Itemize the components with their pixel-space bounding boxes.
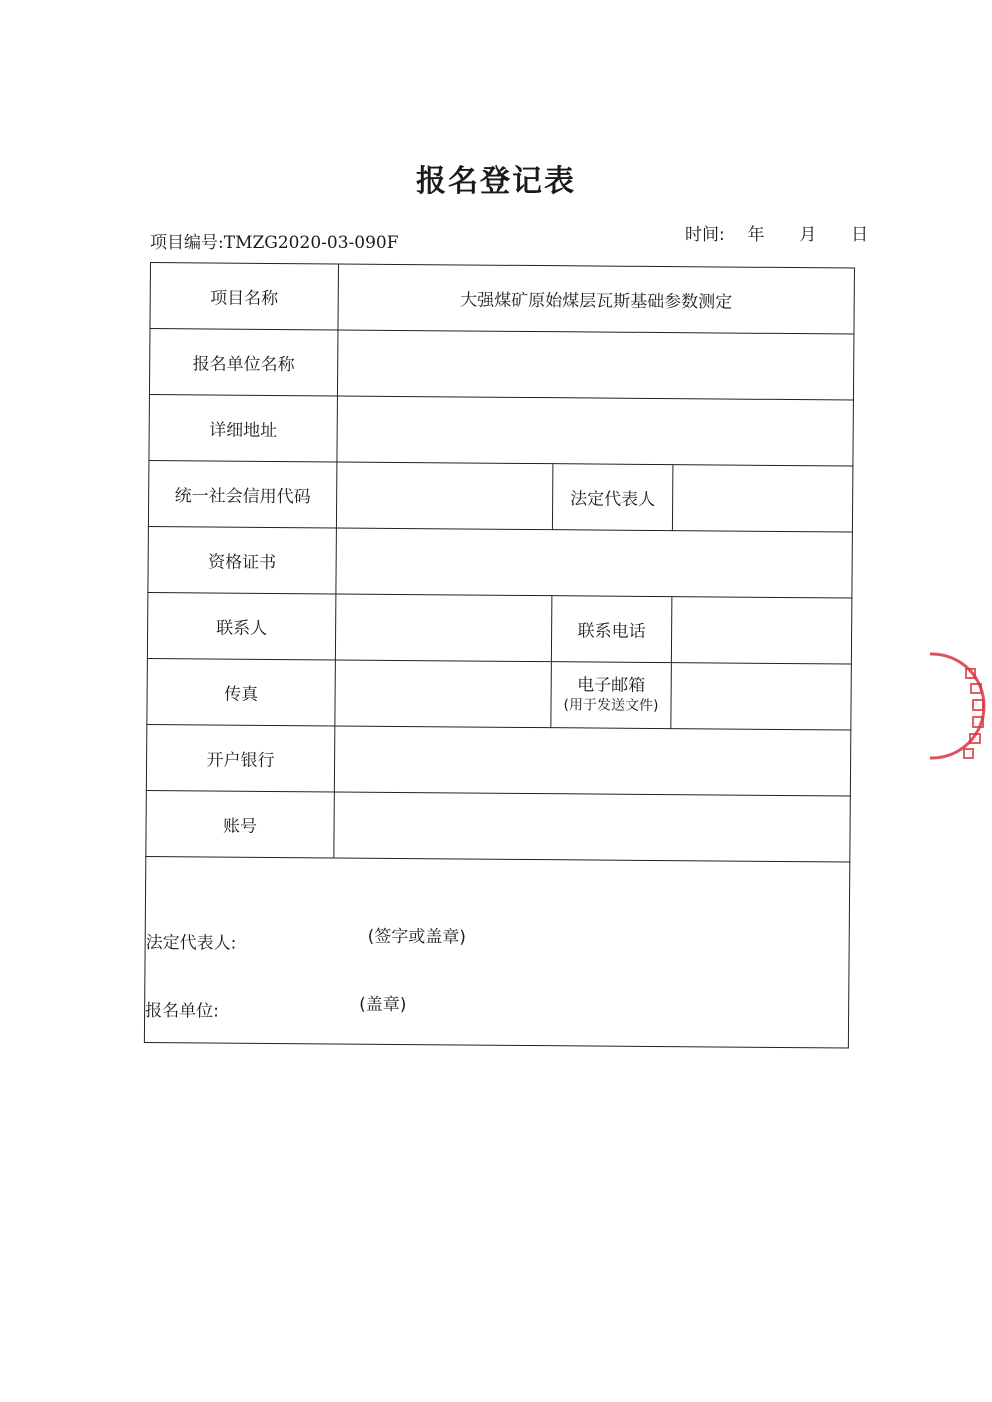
form-title: 报名登记表	[416, 164, 576, 199]
account-field[interactable]	[334, 792, 851, 862]
row-bank	[146, 724, 850, 796]
contact-field[interactable]	[335, 594, 552, 662]
fax-field[interactable]	[335, 660, 552, 728]
company-name-field[interactable]	[337, 330, 854, 400]
year-label: 年	[747, 225, 765, 245]
contact-label: 联系人	[147, 592, 336, 659]
company-name-label: 报名单位名称	[149, 329, 338, 396]
row-account	[146, 790, 850, 862]
phone-field[interactable]	[671, 597, 852, 664]
row-credit-code	[148, 460, 852, 532]
registration-form	[144, 262, 854, 1048]
qualification-label: 资格证书	[148, 526, 337, 593]
address-field[interactable]	[337, 396, 854, 466]
month-label: 月	[799, 225, 817, 245]
row-company-name	[149, 329, 853, 401]
unit-sign-note: (盖章)	[359, 994, 407, 1015]
phone-label: 联系电话	[551, 596, 672, 663]
legal-rep-sign-note: (签字或盖章)	[367, 926, 467, 948]
date-line	[685, 220, 868, 245]
legal-rep-sign-label: 法定代表人:	[145, 932, 237, 954]
row-address	[149, 394, 853, 466]
day-label: 日	[851, 225, 869, 245]
address-label: 详细地址	[149, 394, 338, 461]
legal-rep-field[interactable]	[672, 465, 853, 532]
bank-label: 开户银行	[146, 724, 335, 791]
credit-code-field[interactable]	[336, 462, 553, 530]
red-seal-stamp	[930, 624, 992, 794]
email-label: 电子邮箱	[577, 675, 646, 697]
project-name-value: 大强煤矿原始煤层瓦斯基础参数测定	[338, 264, 855, 334]
credit-code-label: 统一社会信用代码	[148, 460, 337, 527]
email-label-cell	[551, 662, 672, 729]
row-qualification	[148, 526, 852, 598]
project-name-label: 项目名称	[150, 263, 339, 330]
row-project-name	[150, 263, 854, 335]
row-fax	[147, 658, 851, 730]
unit-sign-label: 报名单位:	[145, 1000, 219, 1022]
qualification-field[interactable]	[336, 528, 853, 598]
fax-label: 传真	[147, 658, 336, 725]
legal-rep-label: 法定代表人	[552, 464, 673, 531]
email-label-sub: (用于发送文件)	[563, 697, 659, 715]
row-contact	[147, 592, 851, 664]
email-field[interactable]	[671, 663, 852, 730]
time-label: 时间:	[685, 225, 725, 245]
signature-area	[144, 856, 849, 1048]
registration-table	[144, 262, 855, 1049]
project-number: 项目编号:TMZG2020-03-090F	[150, 233, 399, 253]
account-label: 账号	[146, 790, 335, 857]
bank-field[interactable]	[334, 726, 851, 796]
row-signature	[144, 856, 849, 1048]
